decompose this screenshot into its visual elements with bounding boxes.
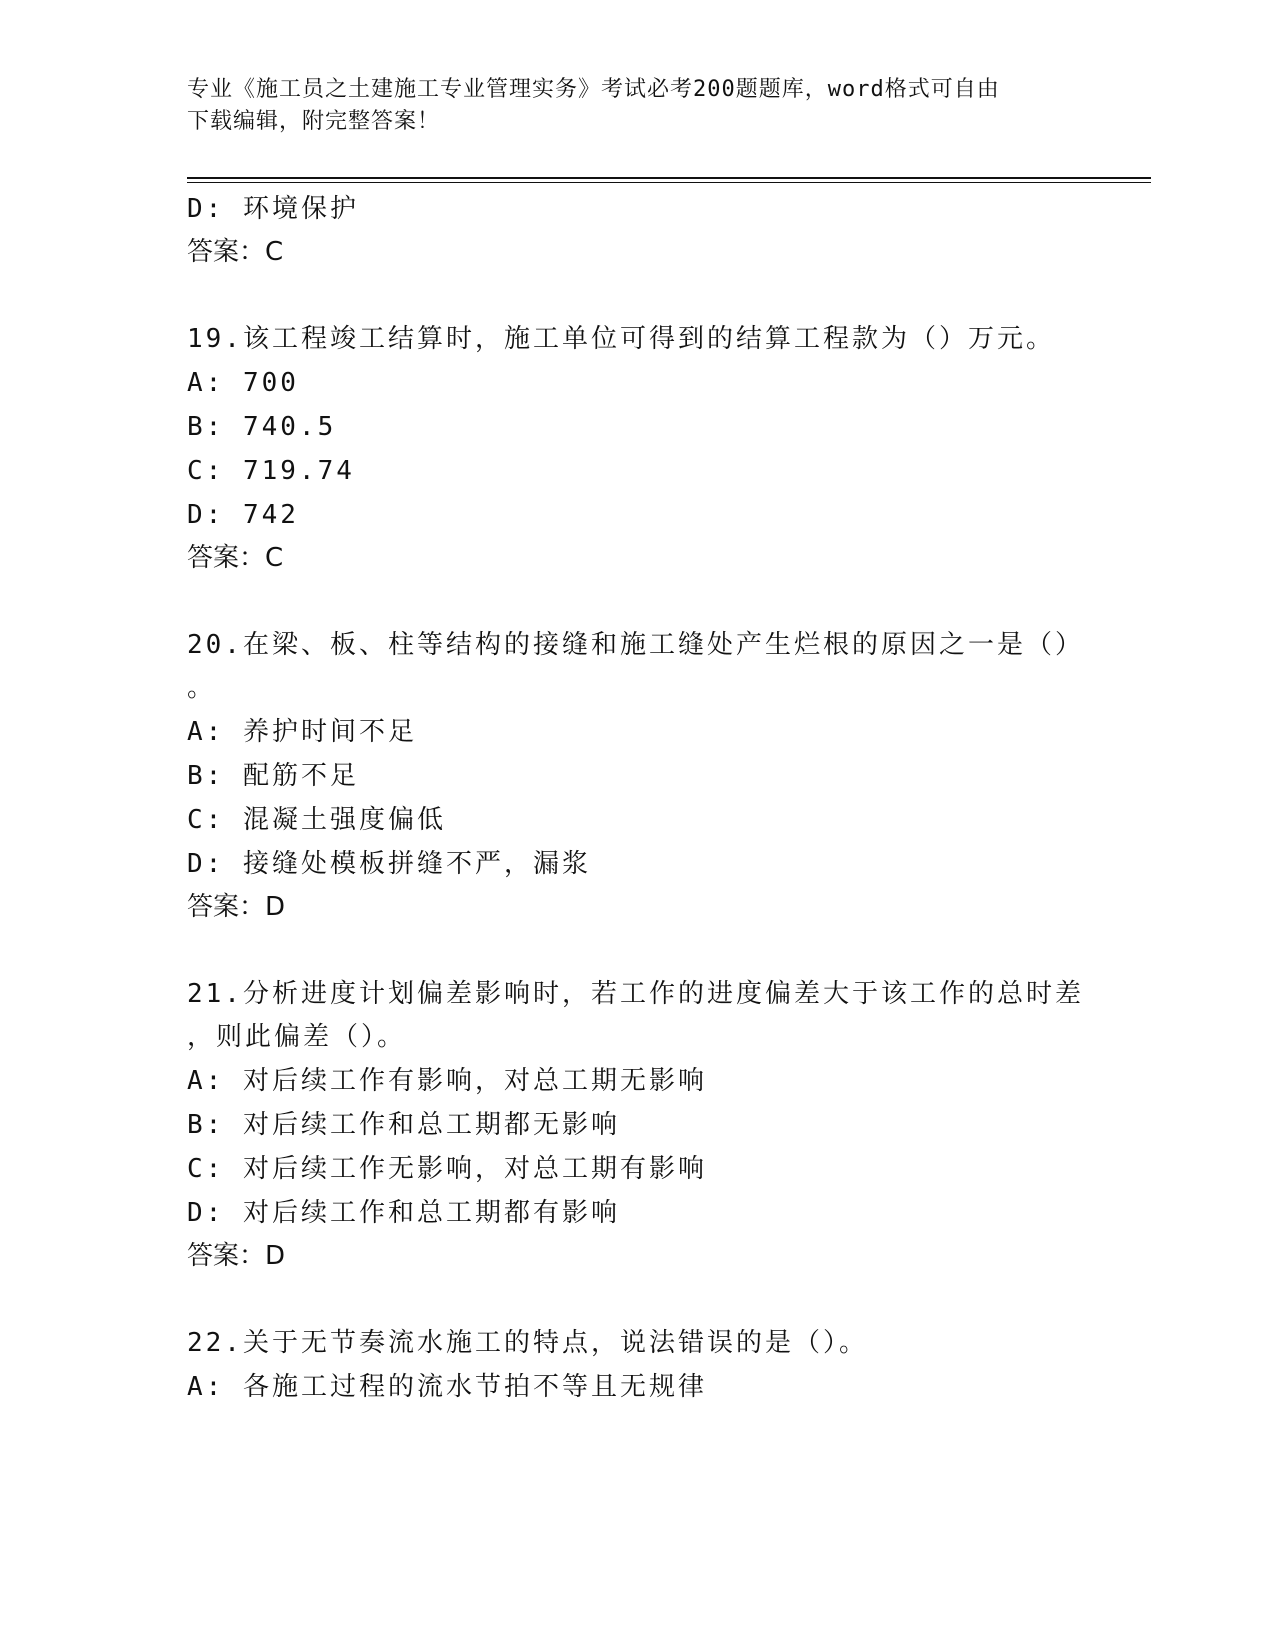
prev-answer: 答案：C (187, 237, 284, 267)
header-line-2: 下载编辑，附完整答案！ (187, 109, 441, 134)
header-rule-thick (187, 177, 1151, 179)
question-19-stem: 19.该工程竣工结算时，施工单位可得到的结算工程款为（）万元。 (187, 324, 1055, 354)
prev-option-d: D: 环境保护 (187, 194, 359, 224)
question-19-answer: 答案：C (187, 543, 284, 573)
question-20-option-c: C: 混凝土强度偏低 (187, 805, 446, 835)
question-20-answer: 答案：D (187, 892, 286, 922)
question-20-option-a: A: 养护时间不足 (187, 717, 417, 747)
question-19-option-d: D: 742 (187, 500, 299, 530)
document-header (187, 74, 1087, 138)
question-20-stem-cont: 。 (187, 673, 217, 703)
question-19-option-b: B: 740.5 (187, 412, 337, 442)
question-21-option-a: A: 对后续工作有影响，对总工期无影响 (187, 1066, 707, 1096)
question-19-option-c: C: 719.74 (187, 456, 355, 486)
question-22-stem: 22.关于无节奏流水施工的特点，说法错误的是（）。 (187, 1328, 868, 1358)
question-22-option-a: A: 各施工过程的流水节拍不等且无规律 (187, 1372, 707, 1402)
question-21-answer: 答案：D (187, 1241, 286, 1271)
question-20-stem: 20.在梁、板、柱等结构的接缝和施工缝处产生烂根的原因之一是（） (187, 630, 1084, 660)
question-21-stem: 21.分析进度计划偏差影响时，若工作的进度偏差大于该工作的总时差 (187, 979, 1084, 1009)
question-20-option-b: B: 配筋不足 (187, 761, 359, 791)
question-21-option-c: C: 对后续工作无影响，对总工期有影响 (187, 1154, 707, 1184)
question-19-option-a: A: 700 (187, 368, 299, 398)
header-line-1: 专业《施工员之土建施工专业管理实务》考试必考200题题库，word格式可自由 (187, 77, 1000, 102)
header-rule-thin (187, 182, 1151, 183)
question-21-option-b: B: 对后续工作和总工期都无影响 (187, 1110, 620, 1140)
question-21-option-d: D: 对后续工作和总工期都有影响 (187, 1198, 620, 1228)
question-20-option-d: D: 接缝处模板拼缝不严，漏浆 (187, 849, 591, 879)
question-21-stem-cont: ，则此偏差（）。 (187, 1022, 407, 1052)
